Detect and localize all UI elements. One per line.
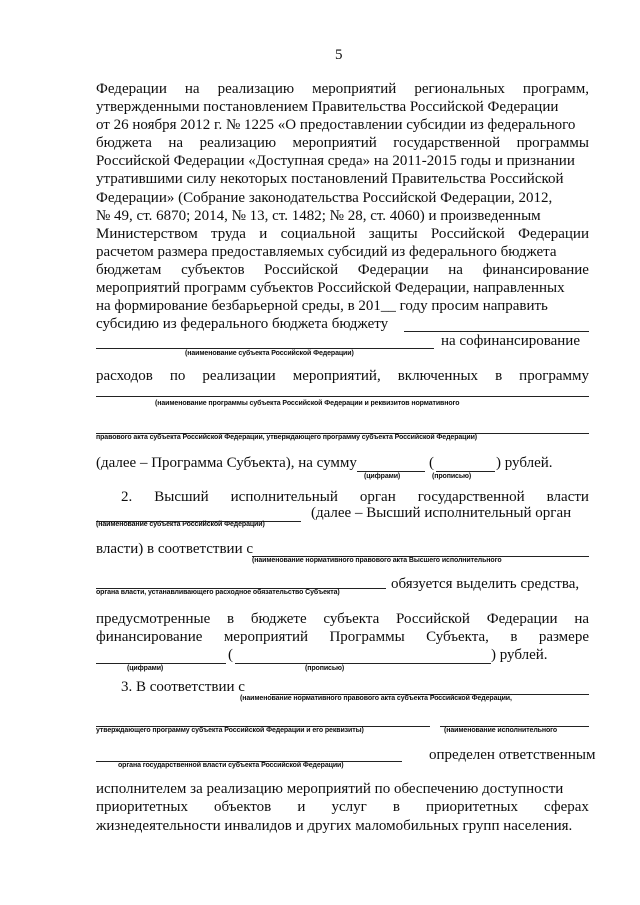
text-line: на формирование безбарьерной среды, в 201__ году просим направить [96,298,548,314]
p3-designated-text: определен ответственным [429,747,596,763]
word: государственной [417,489,525,505]
caption-higher-act: (наименование нормативного правового акта Высшего исполнительного [252,557,502,564]
word: Российской [430,226,505,242]
word: в [510,629,518,645]
word: мероприятий, [292,368,381,384]
word: субъекта [323,611,380,627]
word: программу [519,368,589,384]
word: субъектов [181,262,245,278]
fill-line-p2-words [235,663,491,664]
word: приоритетных [96,799,188,815]
caption-p3-act: (наименование нормативного правового акта субъекта Российской Федерации, [240,695,512,702]
word: включенных [397,368,479,384]
p2-obligates-text: обязуется выделить средства, [391,576,580,592]
word: 2. [121,489,133,505]
caption-p3-exec-name: (наименование исполнительного [444,727,558,734]
p2-amount-open: ( [228,647,233,663]
text-line: жизнедеятельности инвалидов и других маломобильных групп населения. [96,818,573,834]
text-line: № 49, ст. 6870; 2014, № 13, ст. 1482; № 28, ст. 4060) и произведенным [96,208,541,224]
word: в [227,611,235,627]
word: бюджетам [96,262,162,278]
caption-program-act: правового акта субъекта Российской Федерации, утверждающего программу субъекта Российской Федерации) [96,434,478,441]
p3-lead-text: 3. В соответствии с [121,679,245,695]
word: в [392,799,400,815]
fill-line-amount-digits [357,471,425,472]
word: орган [359,489,396,505]
word: Программы [329,629,405,645]
caption-words: (прописью) [432,473,472,480]
p2-amount-close: ) рублей. [491,647,548,663]
text-line [96,611,589,628]
word: финансирование [482,262,589,278]
fill-line-amount-words [436,471,495,472]
word: и [297,799,306,815]
p2-vlasti-text: власти) в соответствии с [96,541,254,557]
text-line [96,226,589,243]
caption-higher-act-2: органа власти, устанавливающего расходное обязательство Субъекта) [96,589,340,596]
word: Субъекта, [426,629,489,645]
word: по [169,368,186,384]
word: программ, [522,81,589,97]
text-line: расчетом размера предоставляемых субсидий из федерального бюджета [96,244,557,260]
fill-line-program-name [96,396,589,397]
word: приоритетных [425,799,518,815]
caption-p2-digits: (цифрами) [127,665,164,672]
word: реализацию [217,81,295,97]
word: Федерации [96,81,167,97]
fill-line-budget [404,331,589,332]
caption-p2-words: (прописью) [305,665,345,672]
amount-line-text: (далее – Программа Субъекта), на сумму [96,455,357,471]
word: на [168,135,184,151]
text-line [96,262,589,279]
word: Федерации [486,611,558,627]
caption-program-name: (наименование программы субъекта Российской Федерации и реквизитов нормативного [155,400,460,407]
word: на [448,262,463,278]
word: реализацию [199,135,277,151]
text-line: субсидию из федерального бюджета бюджету [96,316,389,332]
word: Министерством [96,226,198,242]
word: региональных [414,81,505,97]
caption-p2-subject-name: (наименование субъекта Российской Федерации) [96,521,265,528]
text-line [96,368,589,385]
word: размере [538,629,589,645]
caption-subject-name: (наименование субъекта Российской Федерации) [185,350,354,357]
word: защиты [368,226,418,242]
text-line: утратившими силу некоторых постановлений Правительства Российской [96,171,564,187]
word: бюджете [250,611,307,627]
word: Высший [154,489,209,505]
word: власти [546,489,589,505]
word: предусмотренные [96,611,211,627]
text-line [121,489,589,506]
caption-p3-authority: органа государственной власти субъекта Российской Федерации) [118,762,344,769]
caption-p3-approving: утверждающего программу субъекта Российской Федерации и его реквизиты) [96,727,364,734]
word: расходов [96,368,153,384]
word: и [259,226,268,242]
word: мероприятий [223,629,309,645]
text-line: исполнителем за реализацию мероприятий по обеспечению доступности [96,781,564,797]
word: Федерации [518,226,589,242]
word: исполнительный [230,489,338,505]
amount-open-paren: ( [429,455,434,471]
fill-line-p2-digits [96,663,226,664]
amount-close-text: ) рублей. [496,455,553,471]
word: программы [516,135,589,151]
text-line: Российской Федерации «Доступная среда» на 2011-2015 годы и признании [96,153,575,169]
cofinancing-text: на софинансирование [441,333,580,349]
text-line [96,81,589,98]
text-line: от 26 ноября 2012 г. № 1225 «О предоставлении субсидии из федерального [96,117,576,133]
page-number: 5 [335,47,343,63]
word: на [184,81,200,97]
word: услуг [331,799,367,815]
word: на [574,611,589,627]
word: объектов [214,799,272,815]
text-line [96,629,589,646]
word: Российской [396,611,470,627]
word: финансирование [96,629,203,645]
word: социальной [280,226,356,242]
word: государственной [393,135,501,151]
word: в [495,368,503,384]
text-line [96,799,589,816]
word: Федерации [357,262,429,278]
text-line: утвержденными постановлением Правительства Российской Федерации [96,99,559,115]
text-line: Федерации» (Собрание законодательства Российской Федерации, 2012, [96,190,553,206]
word: реализации [202,368,276,384]
word: мероприятий [292,135,377,151]
word: бюджета [96,135,152,151]
word: сферах [544,799,589,815]
p2-dalee-text: (далее – Высший исполнительный орган [311,505,572,521]
text-line [96,135,589,152]
word: мероприятий [312,81,397,97]
fill-line-subject-name [96,348,434,349]
caption-digits: (цифрами) [364,473,401,480]
word: труда [211,226,246,242]
text-line: мероприятий программ субъектов Российской Федерации, направленных [96,280,565,296]
word: Российской [264,262,339,278]
